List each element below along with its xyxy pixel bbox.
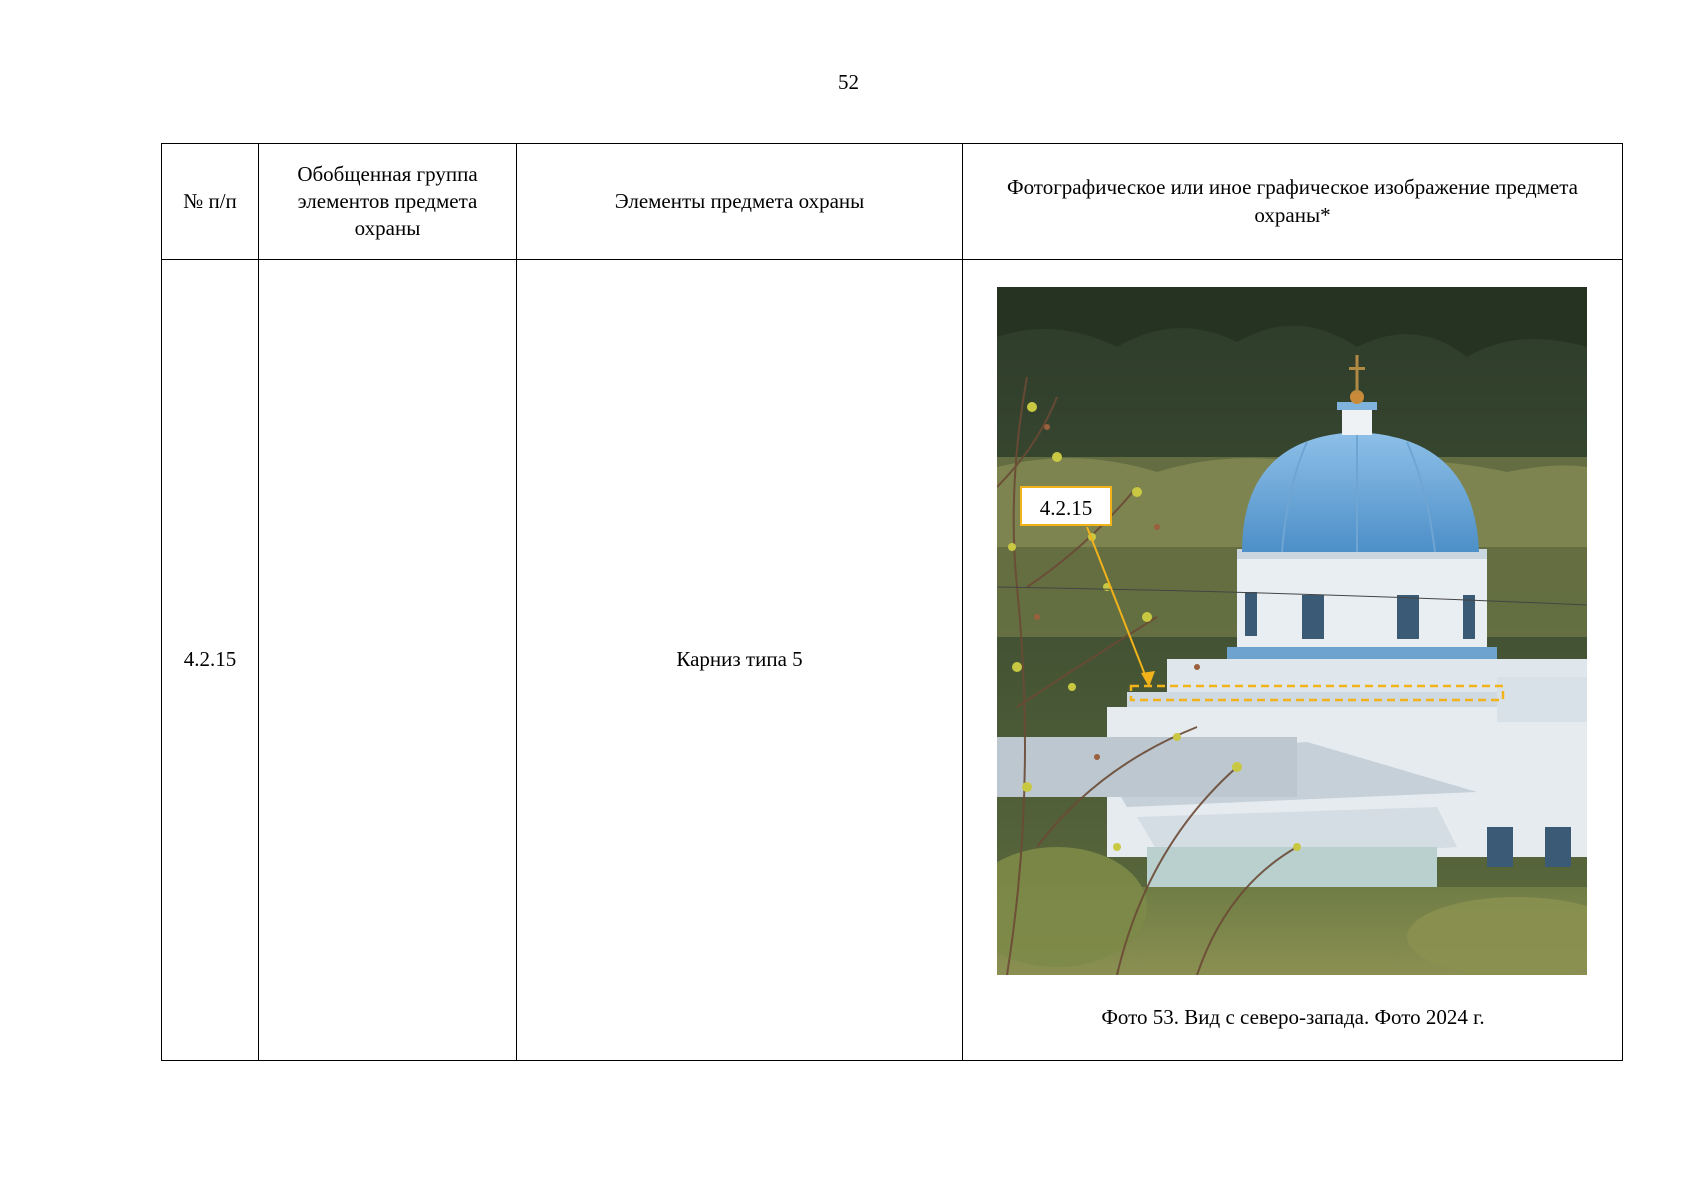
photo-cell [963, 260, 1623, 1061]
row-group [259, 260, 517, 1061]
table-row [162, 260, 1623, 1061]
header-group: Обобщенная группа элементов предмета охраны [259, 144, 517, 260]
row-element: Карниз типа 5 [517, 260, 963, 1061]
photo-callout-label: 4.2.15 [1020, 486, 1112, 526]
protection-elements-table [161, 143, 1623, 1061]
header-elements: Элементы предмета охраны [517, 144, 963, 260]
header-image: Фотографическое или иное графическое изображение предмета охраны* [963, 144, 1623, 260]
header-num: № п/п [162, 144, 259, 260]
table-header-row [162, 144, 1623, 260]
church-photo-image [997, 287, 1587, 975]
church-photo [997, 287, 1587, 975]
page-number: 52 [838, 70, 859, 94]
row-num: 4.2.15 [162, 260, 259, 1061]
photo-caption: Фото 53. Вид с северо-запада. Фото 2024 г. [1101, 1005, 1485, 1029]
